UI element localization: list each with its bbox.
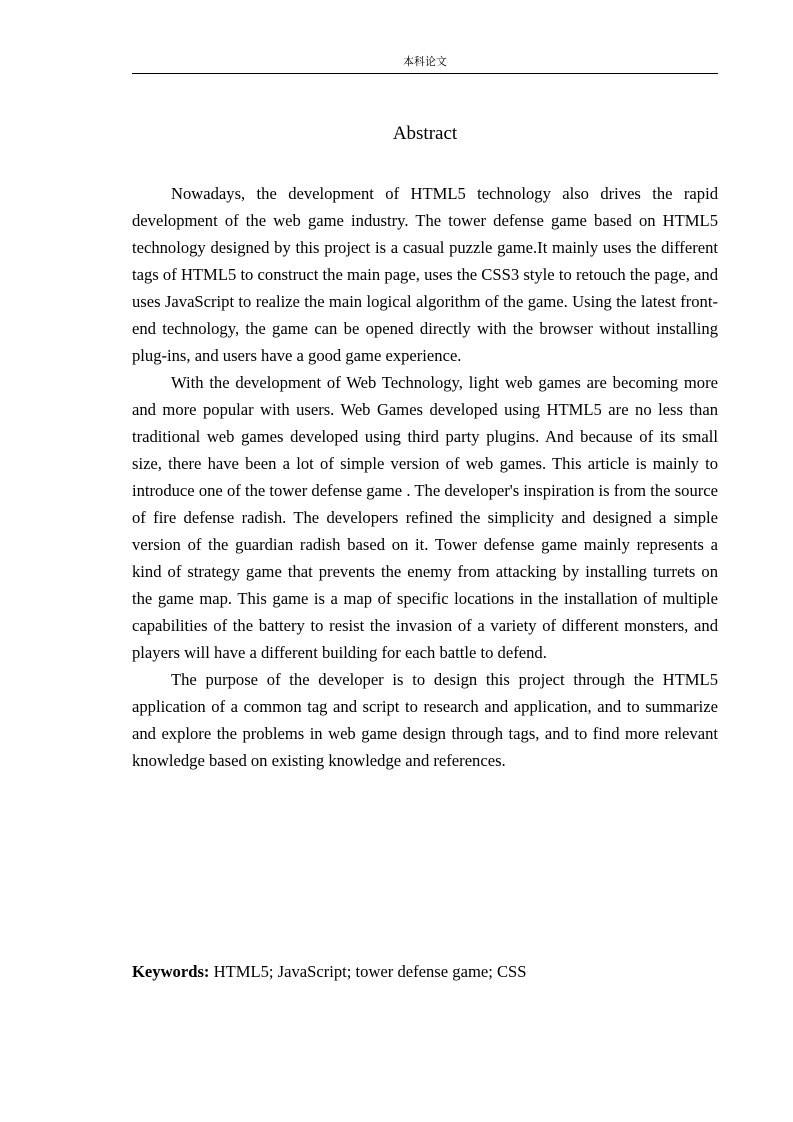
running-header: 本科论文 (403, 55, 447, 68)
keywords-value: HTML5; JavaScript; tower defense game; CSS (209, 962, 527, 981)
header-rule (132, 73, 718, 74)
abstract-body (132, 180, 718, 774)
abstract-paragraph-1: Nowadays, the development of HTML5 technology also drives the rapid development of the web game industry. The tower defense game based on HTML5 technology designed by this project is a casual puzzle game.It mainly uses the different tags of HTML5 to construct the main page, uses the CSS3 style to retouch the page, and uses JavaScript to realize the main logical algorithm of the game. Using the latest front-end technology, the game can be opened directly with the browser without installing plug-ins, and users have a good game experience. (132, 184, 718, 365)
abstract-paragraph-3: The purpose of the developer is to design this project through the HTML5 application of a common tag and script to research and application, and to summarize and explore the problems in web game design through tags, and to find more relevant knowledge based on existing knowledge and references. (132, 670, 718, 770)
abstract-title: Abstract (392, 123, 458, 144)
keywords-label: Keywords: (132, 962, 210, 981)
keywords-line (132, 958, 718, 985)
abstract-paragraph-2: With the development of Web Technology, light web games are becoming more and more popular with users. Web Games developed using HTML5 are no less than traditional web games developed using third party plugins. And because of its small size, there have been a lot of simple version of web games. This article is mainly to introduce one of the tower defense game . The developer's inspiration is from the source of fire defense radish. The developers refined the simplicity and designed a simple version of the guardian radish based on it. Tower defense game mainly represents a kind of strategy game that prevents the enemy from attacking by installing turrets on the game map. This game is a map of specific locations in the installation of multiple capabilities of the battery to resist the invasion of a variety of different monsters, and players will have a different building for each battle to defend. (132, 373, 718, 662)
